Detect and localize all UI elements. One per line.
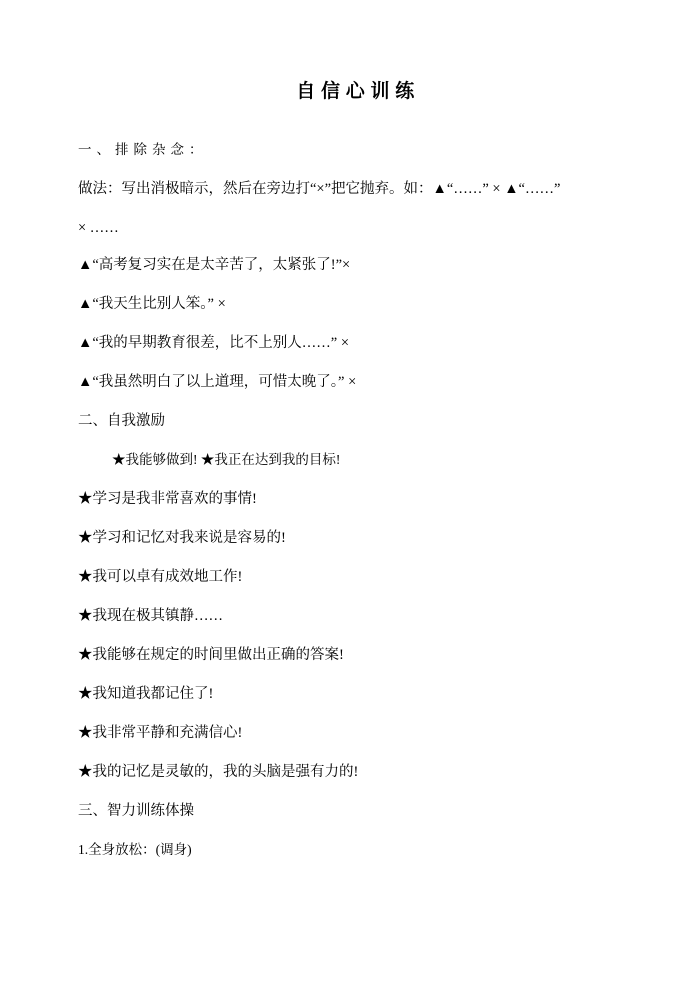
paragraph-affirmation-1: ★学习是我非常喜欢的事情! [78,491,257,507]
paragraph-section-three: 1.全身放松：(调身) [78,842,192,857]
paragraph-affirmation-2: ★学习和记忆对我来说是容易的! [78,530,286,546]
paragraph-affirmation-7: ★我非常平静和充满信心! [78,725,243,741]
paragraph-section-two: ★我能够做到! ★我正在达到我的目标! [112,452,341,467]
paragraph-affirmation-8: ★我的记忆是灵敏的，我的头脑是强有力的! [78,764,359,780]
paragraph-negative-2: ▲“我的早期教育很差，比不上别人……” × [78,335,350,351]
page-title: 自 信 心 训 练 [296,81,415,102]
paragraph-method-line-2: ▲“高考复习实在是太辛苦了，太紧张了!”× [78,257,351,273]
paragraph-method-line-1: × …… [78,220,119,236]
paragraph-negative-4: 二、自我激励 [78,413,165,429]
paragraph-section-one: 做法：写出消极暗示，然后在旁边打“×”把它抛弃。如：▲“……” × ▲“……” [78,181,561,197]
paragraph-affirmation-9: 三、智力训练体操 [78,803,194,819]
paragraph-heading-spaced: 一、排除杂念： [78,142,208,157]
paragraph-affirmation-4: ★我现在极其镇静…… [78,608,223,624]
paragraph-affirmation-6: ★我知道我都记住了! [78,686,214,702]
paragraph-negative-3: ▲“我虽然明白了以上道理，可惜太晚了。” × [78,374,357,390]
paragraph-negative-1: ▲“我天生比别人笨。” × [78,296,226,312]
paragraph-affirmation-5: ★我能够在规定的时间里做出正确的答案! [78,647,344,663]
paragraph-affirmation-3: ★我可以卓有成效地工作! [78,569,243,585]
